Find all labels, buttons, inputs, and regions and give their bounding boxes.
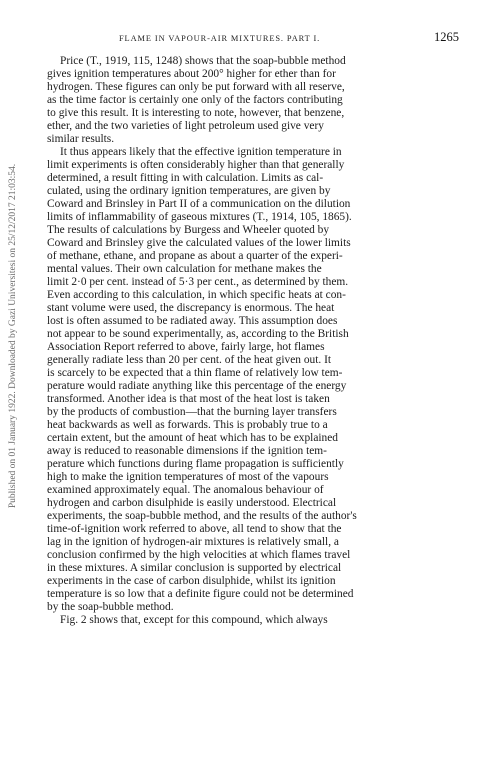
- text-line: culated, using the ordinary ignition temperatures, are given by: [47, 185, 331, 197]
- text-line: examined approximately equal. The anomalous behaviour of: [47, 484, 324, 496]
- text-line: experiments, the soap-bubble method, and the results of the author's: [47, 510, 357, 522]
- text-line: experiments in the case of carbon disulphide, whilst its ignition: [47, 575, 336, 587]
- text-line: away is reduced to reasonable dimensions if the ignition tem-: [47, 445, 327, 457]
- text-line: hydrogen. These figures can only be put forward with all reserve,: [47, 81, 345, 93]
- text-line: as the time factor is certainly one only of the factors contributing: [47, 94, 343, 106]
- text-line: mental values. Their own calculation for methane makes the: [47, 263, 322, 275]
- text-line: stant volume were used, the discrepancy is enormous. The heat: [47, 302, 335, 314]
- text-line: high to make the ignition temperatures of most of the vapours: [47, 471, 329, 483]
- text-line: to give this result. It is interesting to note, however, that benzene,: [47, 107, 345, 119]
- paragraph: [47, 614, 459, 627]
- page-header: [47, 26, 459, 46]
- text-line: limit experiments is often considerably higher than that generally: [47, 159, 345, 171]
- text-line: by the soap-bubble method.: [47, 601, 174, 613]
- text-line: It thus appears likely that the effective ignition temperature in: [60, 146, 342, 158]
- text-line: of methane, ethane, and propane as about a quarter of the experi-: [47, 250, 343, 262]
- text-line: conclusion confirmed by the high velocities at which flames travel: [47, 549, 351, 561]
- page-number: 1265: [434, 30, 459, 44]
- text-line: by the products of combustion—that the burning layer transfers: [47, 406, 337, 418]
- text-line: Association Report referred to above, fairly large, hot flames: [47, 341, 325, 353]
- text-line: temperature is so low that a definite figure could not be determined: [47, 588, 354, 600]
- text-line: transformed. Another idea is that most of the heat lost is taken: [47, 393, 330, 405]
- text-line: Even according to this calculation, in which specific heats at con-: [47, 289, 346, 301]
- download-watermark-sidebar: [0, 0, 26, 769]
- text-line: not appear to be sound experimentally, as, according to the British: [47, 328, 349, 340]
- text-line: Coward and Brinsley give the calculated values of the lower limits: [47, 237, 351, 249]
- text-line: The results of calculations by Burgess and Wheeler quoted by: [47, 224, 330, 236]
- article-body: [47, 55, 459, 627]
- text-line: lost is often assumed to be radiated away. This assumption does: [47, 315, 338, 327]
- text-line: similar results.: [47, 133, 115, 145]
- paragraph: [47, 55, 459, 146]
- text-line: in these mixtures. A similar conclusion is supported by electrical: [47, 562, 342, 574]
- text-line: hydrogen and carbon disulphide is easily understood. Electrical: [47, 497, 337, 509]
- text-line: limits of inflammability of gaseous mixtures (T., 1914, 105, 1865).: [47, 211, 352, 223]
- text-line: time-of-ignition work referred to above, all tend to show that the: [47, 523, 342, 535]
- text-line: is scarcely to be expected that a thin flame of relatively low tem-: [47, 367, 343, 379]
- text-line: Price (T., 1919, 115, 1248) shows that the soap-bubble method: [60, 55, 346, 67]
- text-line: certain extent, but the amount of heat which has to be explained: [47, 432, 338, 444]
- text-line: limit 2·0 per cent. instead of 5·3 per cent., as determined by them.: [47, 276, 349, 288]
- download-note: Published on 01 January 1922. Downloaded by Gazi Universitesi on 25/12/2017 21:03:54.: [8, 163, 18, 509]
- text-line: perature would radiate anything like this percentage of the energy: [47, 380, 347, 392]
- text-line: generally radiate less than 20 per cent. of the heat given out. It: [47, 354, 332, 366]
- running-title: FLAME IN VAPOUR-AIR MIXTURES. PART I.: [119, 34, 321, 43]
- text-line: gives ignition temperatures about 200° higher for ether than for: [47, 68, 336, 80]
- text-line: Coward and Brinsley in Part II of a communication on the dilution: [47, 198, 351, 210]
- text-line: determined, a result fitting in with calculation. Limits as cal-: [47, 172, 324, 184]
- text-line: heat backwards as well as forwards. This is probably true to a: [47, 419, 328, 431]
- text-line: lag in the ignition of hydrogen-air mixtures is relatively small, a: [47, 536, 339, 548]
- text-line: ether, and the two varieties of light petroleum used give very: [47, 120, 324, 132]
- text-line: perature which functions during flame propagation is sufficiently: [47, 458, 344, 470]
- paragraph: [47, 146, 459, 614]
- text-line: Fig. 2 shows that, except for this compound, which always: [60, 614, 328, 626]
